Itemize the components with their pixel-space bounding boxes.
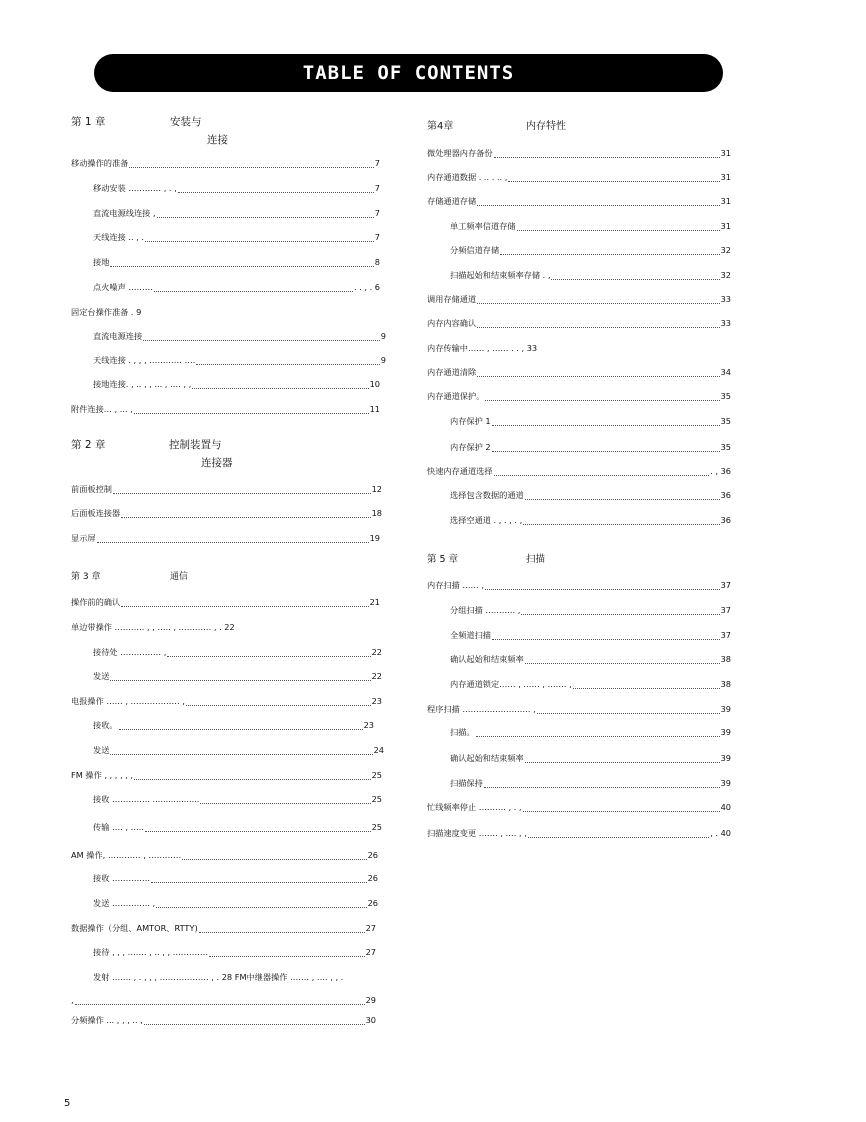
toc-entry <box>93 972 378 982</box>
toc-entry <box>450 270 731 280</box>
toc-entry <box>427 828 731 838</box>
toc-entry-label: 内存通道清除 <box>427 367 477 377</box>
toc-entry-leader <box>537 706 720 714</box>
chapter-1-heading <box>71 116 371 150</box>
chapter-4-heading <box>427 120 727 136</box>
toc-entry <box>450 679 731 689</box>
toc-entry-page: 23 <box>363 720 374 730</box>
toc-entry <box>71 923 376 933</box>
toc-entry <box>93 257 380 267</box>
toc-entry-leader <box>477 320 719 328</box>
toc-entry-page: 25 <box>371 794 382 804</box>
toc-entry <box>450 416 731 426</box>
chapter-title: 控制装置与 <box>169 439 222 451</box>
toc-entry-page: 23 <box>371 696 382 706</box>
toc-entry-label: 确认起始和结束频率 <box>450 654 524 664</box>
toc-entry <box>71 995 376 1005</box>
toc-entry-page: 40 <box>720 802 731 812</box>
toc-entry-page: 37 <box>720 605 731 615</box>
toc-entry <box>93 794 382 804</box>
toc-entry-page: 35 <box>720 442 731 452</box>
toc-entry <box>71 484 382 494</box>
toc-entry <box>450 778 731 788</box>
toc-entry-page: 19 <box>369 533 380 543</box>
toc-entry-label: 接待处 …………… ‚ <box>93 647 167 657</box>
toc-entry <box>427 294 731 304</box>
toc-entry-page: 32 <box>720 245 731 255</box>
toc-entry-label: 选择空通道 . ‚ . ‚ . ‚ <box>450 515 523 525</box>
toc-entry-leader <box>485 393 719 401</box>
toc-entry-label: 分频信道存储 <box>450 245 500 255</box>
toc-entry-label: 点火噪声 ……… <box>93 282 153 292</box>
toc-entry-leader <box>110 673 370 681</box>
toc-entry <box>93 671 382 681</box>
toc-entry-leader <box>143 333 380 341</box>
toc-entry-label: 存储通道存储 <box>427 196 477 206</box>
toc-entry-label: 附件连接… ‚ ... ‚ <box>71 404 133 414</box>
toc-entry-page: 39 <box>720 753 731 763</box>
toc-entry <box>71 622 380 632</box>
toc-entry-leader <box>97 535 369 543</box>
toc-entry <box>71 404 380 414</box>
toc-entry <box>427 196 731 206</box>
toc-entry-label: 分频操作 ... ‚ ‚ ‚ .. ‚ <box>71 1015 143 1025</box>
toc-entry-page: 25 <box>371 770 382 780</box>
toc-entry-leader <box>142 310 379 317</box>
toc-entry-page: 27 <box>365 947 376 957</box>
chapter-title-continued: 连接 <box>207 134 228 146</box>
toc-entry-label: 显示屏 <box>71 533 96 543</box>
toc-entry-page: 7 <box>374 158 380 168</box>
toc-entry <box>93 947 376 957</box>
page-title: TABLE OF CONTENTS <box>302 62 515 84</box>
toc-entry <box>450 221 731 231</box>
toc-entry-leader <box>113 486 371 494</box>
toc-entry-leader <box>145 824 371 832</box>
toc-entry-page: . . ‚ . 6 <box>353 282 380 292</box>
toc-entry-page: 9 <box>380 355 386 365</box>
toc-entry-leader <box>523 517 719 525</box>
toc-entry <box>93 822 382 832</box>
toc-entry-label: 分组扫描 ……….. ‚ <box>450 605 521 615</box>
toc-entry-page: 29 <box>365 995 376 1005</box>
toc-entry-leader <box>156 900 366 908</box>
toc-entry-label: 单边带操作 ……….. ‚ ‚ ….. ‚ ………… ‚ . 22 <box>71 622 235 632</box>
toc-entry-leader <box>145 234 374 242</box>
chapter-title: 扫描 <box>526 554 546 565</box>
toc-entry-page: 35 <box>720 416 731 426</box>
toc-entry-label: 固定台操作准备 . 9 <box>71 307 142 317</box>
toc-entry <box>450 515 731 525</box>
toc-entry-leader <box>528 830 709 838</box>
toc-entry-leader <box>196 357 379 365</box>
chapter-title: 安装与 <box>170 116 202 128</box>
chapter-title: 通信 <box>170 572 189 582</box>
toc-entry-label: 内存通道锁定…… ‚ …… ‚ ……. ‚ <box>450 679 572 689</box>
toc-entry-leader <box>525 492 720 500</box>
chapter-number: 第 5 章 <box>427 554 459 565</box>
toc-entry-label: 接收 ………….. .................. <box>93 794 200 804</box>
chapter-2-heading <box>71 439 371 473</box>
toc-entry-leader <box>500 247 719 255</box>
toc-entry-leader <box>192 381 368 389</box>
toc-entry-leader <box>494 468 710 476</box>
toc-entry-label: AM 操作‚ ………… ‚ ………… <box>71 850 182 860</box>
toc-entry <box>93 379 380 389</box>
toc-entry-leader <box>477 296 719 304</box>
toc-entry-page: 31 <box>720 196 731 206</box>
toc-entry-label: 直流电源连接 <box>93 331 143 341</box>
toc-entry-page: 7 <box>374 183 380 193</box>
toc-entry-page: 18 <box>371 508 382 518</box>
toc-entry <box>450 630 731 640</box>
toc-entry-label: 发送 ………….. ‚ <box>93 898 156 908</box>
toc-entry <box>93 873 378 883</box>
toc-entry-leader <box>121 599 368 607</box>
toc-entry <box>93 647 382 657</box>
toc-entry-leader <box>494 150 720 158</box>
toc-entry-leader <box>154 284 353 292</box>
toc-entry-label: 全频道扫描 <box>450 630 491 640</box>
page-number: 5 <box>64 1098 71 1109</box>
toc-entry-leader <box>538 346 730 353</box>
toc-entry-page: 21 <box>369 597 380 607</box>
toc-entry-page: 36 <box>720 490 731 500</box>
toc-entry-leader <box>110 747 372 755</box>
toc-entry-page: 22 <box>371 671 382 681</box>
toc-entry-leader <box>525 656 720 664</box>
toc-entry <box>93 183 380 193</box>
toc-entry-label: 内存通道保护。 <box>427 391 485 401</box>
toc-entry <box>427 391 731 401</box>
toc-entry-page: 27 <box>365 923 376 933</box>
toc-entry-leader <box>75 997 365 1005</box>
toc-entry-label: 电报操作 …… ‚ ……………… ‚ <box>71 696 185 706</box>
toc-entry-page: ‚ . 40 <box>710 828 731 838</box>
toc-entry-leader <box>121 510 370 518</box>
toc-entry <box>71 597 380 607</box>
toc-entry-label: 接地连接. ‚ .. ‚ ‚ ... ‚ …. ‚ ‚ <box>93 379 192 389</box>
toc-entry-leader <box>492 418 720 426</box>
toc-entry-label: 发送 <box>93 745 110 755</box>
toc-entry-page: 8 <box>374 257 380 267</box>
toc-entry <box>427 172 731 182</box>
toc-entry-leader <box>573 681 720 689</box>
toc-entry <box>427 580 731 590</box>
toc-entry-label: FM 操作 ‚ ‚ ‚ ‚ ‚ ‚ <box>71 770 133 780</box>
toc-entry-leader <box>151 875 367 883</box>
toc-entry-page: 37 <box>720 630 731 640</box>
toc-entry-leader <box>167 649 370 657</box>
toc-entry-label: 接收。 <box>93 720 118 730</box>
toc-entry-page: 7 <box>374 208 380 218</box>
toc-entry-label: 天线连接 . ‚ ‚ ‚ ………… …. <box>93 355 196 365</box>
toc-entry-label: 操作前的确认 <box>71 597 121 607</box>
chapter-number: 第 1 章 <box>71 116 106 128</box>
toc-entry-label: 数据操作（分组、AMTOR、RTTY) <box>71 923 198 933</box>
toc-entry-label: 扫描。 <box>450 727 475 737</box>
toc-entry-page: . ‚ 36 <box>710 466 731 476</box>
title-banner <box>94 54 723 92</box>
toc-entry <box>93 720 374 730</box>
toc-entry-page: 24 <box>373 745 384 755</box>
chapter-5-heading <box>427 553 727 569</box>
toc-entry-leader <box>144 1017 365 1025</box>
toc-entry-page: 31 <box>720 148 731 158</box>
toc-entry-page: 33 <box>720 294 731 304</box>
toc-entry <box>427 318 731 328</box>
chapter-number: 第 3 章 <box>71 572 101 582</box>
toc-entry <box>93 745 384 755</box>
toc-entry <box>427 148 731 158</box>
toc-entry-leader <box>551 272 719 280</box>
toc-entry <box>450 605 731 615</box>
toc-entry-page: 32 <box>720 270 731 280</box>
toc-entry-page: 26 <box>367 850 378 860</box>
toc-entry <box>427 704 731 714</box>
toc-entry-leader <box>209 949 365 957</box>
toc-entry-page: 30 <box>365 1015 376 1025</box>
toc-entry <box>450 442 731 452</box>
toc-entry-label: 发送 <box>93 671 110 681</box>
toc-entry-page: 34 <box>720 367 731 377</box>
toc-entry-label: 内存内容确认 <box>427 318 477 328</box>
toc-entry <box>93 232 380 242</box>
toc-entry-label: 后面板连接器 <box>71 508 121 518</box>
toc-entry <box>427 367 731 377</box>
toc-entry-leader <box>476 729 720 737</box>
toc-entry-label: 传输 …. ‚ ….. <box>93 822 144 832</box>
toc-entry-leader <box>523 804 720 812</box>
toc-entry-label: 内存保护 2 <box>450 442 491 452</box>
toc-entry-page: 10 <box>369 379 380 389</box>
toc-entry <box>71 770 382 780</box>
toc-entry-page: 31 <box>720 172 731 182</box>
toc-entry-leader <box>134 772 371 780</box>
toc-entry-page: 26 <box>367 873 378 883</box>
toc-entry-label: ‚ <box>71 995 74 1005</box>
toc-entry <box>93 331 386 341</box>
toc-entry-leader <box>200 796 370 804</box>
toc-entry-leader <box>477 369 719 377</box>
toc-entry-leader <box>178 185 374 193</box>
toc-entry-label: 直流电源线连接 ‚ <box>93 208 156 218</box>
toc-entry-page: 35 <box>720 391 731 401</box>
toc-entry-label: 移动安装 ………… ‚ . ‚ <box>93 183 177 193</box>
toc-entry-page: 25 <box>371 822 382 832</box>
toc-entry-label: 微处理器内存备份 <box>427 148 493 158</box>
toc-entry-label: 忙线频率停止 ………. ‚ . ‚ <box>427 802 522 812</box>
chapter-number: 第4章 <box>427 121 454 132</box>
toc-entry-label: 移动操作的准备 <box>71 158 129 168</box>
toc-entry-leader <box>186 698 371 706</box>
toc-entry-page: 39 <box>720 704 731 714</box>
toc-entry-leader <box>157 210 374 218</box>
toc-entry-label: 接待 ‚ ‚ ‚ ……. ‚ .. ‚ ‚ …………. <box>93 947 208 957</box>
toc-entry <box>450 245 731 255</box>
toc-entry-page: 39 <box>720 727 731 737</box>
toc-entry <box>71 307 380 317</box>
toc-entry-label: 发射 ……. ‚ . ‚ ‚ ‚ ……………… ‚ . 28 FM中继器操作 ……. ‚ …. ‚ ‚ . <box>93 972 344 982</box>
toc-entry-leader <box>236 625 379 632</box>
toc-entry-leader <box>492 632 720 640</box>
toc-entry <box>71 1015 376 1025</box>
chapter-title-continued: 连接器 <box>201 457 233 469</box>
toc-entry <box>427 466 731 476</box>
toc-entry-label: 扫描保持 <box>450 778 483 788</box>
toc-entry-leader <box>134 406 369 414</box>
toc-entry-label: 内存扫描 …… ‚ <box>427 580 484 590</box>
toc-entry-leader <box>484 780 720 788</box>
toc-entry-page: 11 <box>369 404 380 414</box>
toc-entry-leader <box>199 925 365 933</box>
toc-entry <box>93 208 380 218</box>
toc-entry-leader <box>517 223 720 231</box>
toc-entry-label: 确认起始和结束频率 <box>450 753 524 763</box>
toc-entry <box>71 508 382 518</box>
toc-entry-page: 36 <box>720 515 731 525</box>
toc-entry <box>450 727 731 737</box>
toc-entry-leader <box>485 582 720 590</box>
toc-entry-label: 调用存储通道 <box>427 294 477 304</box>
toc-entry <box>71 850 378 860</box>
toc-entry-label: 内存传输中…… ‚ …… . . ‚ 33 <box>427 343 538 353</box>
toc-entry-page: 12 <box>371 484 382 494</box>
toc-entry-label: 选择包含数据的通道 <box>450 490 524 500</box>
toc-entry-label: 接收 ………….. <box>93 873 150 883</box>
toc-entry-label: 扫描起始和结束频率存储 . ‚ <box>450 270 551 280</box>
chapter-3-heading <box>71 571 371 587</box>
toc-entry <box>71 696 382 706</box>
toc-entry-page: 33 <box>720 318 731 328</box>
toc-entry-page: 9 <box>380 331 386 341</box>
toc-entry <box>450 654 731 664</box>
toc-entry-page: 7 <box>374 232 380 242</box>
toc-entry-label: 扫描速度变更 ……. ‚ …. ‚ ‚ <box>427 828 527 838</box>
toc-entry-label: 单工频率信道存储 <box>450 221 516 231</box>
toc-entry-leader <box>182 852 366 860</box>
toc-entry-leader <box>492 444 720 452</box>
toc-entry-leader <box>344 975 377 982</box>
toc-entry <box>450 490 731 500</box>
toc-entry-leader <box>521 607 719 615</box>
toc-entry-label: 程序扫描 ……………………. ‚ <box>427 704 536 714</box>
toc-entry-leader <box>110 259 373 267</box>
toc-entry <box>450 753 731 763</box>
toc-entry-leader <box>129 160 373 168</box>
toc-entry <box>93 898 378 908</box>
chapter-title: 内存特性 <box>526 121 566 132</box>
toc-entry-leader <box>508 174 719 182</box>
toc-entry <box>427 802 731 812</box>
chapter-number: 第 2 章 <box>71 439 106 451</box>
toc-entry-page: 37 <box>720 580 731 590</box>
toc-entry-page: 38 <box>720 679 731 689</box>
toc-entry-page: 31 <box>720 221 731 231</box>
toc-entry <box>93 282 380 292</box>
toc-entry-page: 26 <box>367 898 378 908</box>
toc-entry-label: 内存通道数据 . .. . .. ‚ <box>427 172 508 182</box>
toc-entry-label: 接地 <box>93 257 110 267</box>
toc-entry-page: 38 <box>720 654 731 664</box>
toc-entry-page: 39 <box>720 778 731 788</box>
toc-entry-label: 前面板控制 <box>71 484 112 494</box>
toc-entry-leader <box>119 722 363 730</box>
toc-entry-leader <box>477 198 719 206</box>
toc-entry <box>71 158 380 168</box>
toc-entry <box>93 355 386 365</box>
toc-entry-label: 天线连接 .. ‚ . <box>93 232 144 242</box>
toc-entry <box>427 343 731 353</box>
toc-entry-leader <box>525 755 720 763</box>
toc-entry <box>71 533 380 543</box>
toc-entry-page: 22 <box>371 647 382 657</box>
toc-entry-label: 快速内存通道选择 <box>427 466 493 476</box>
toc-entry-label: 内存保护 1 <box>450 416 491 426</box>
